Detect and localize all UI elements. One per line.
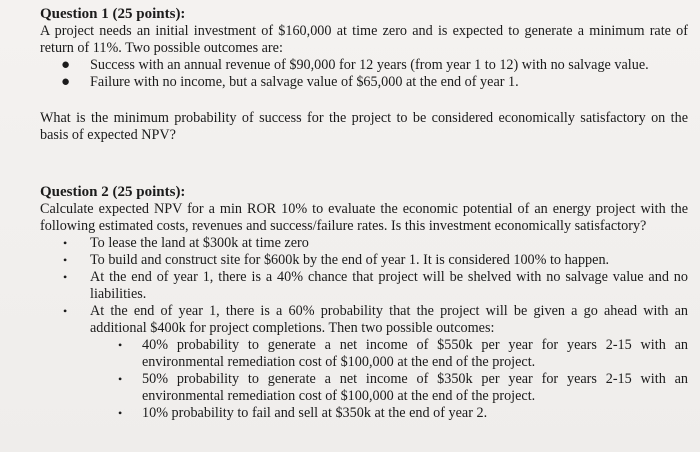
question-1-prompt: What is the minimum probability of success for the project to be considered economically satisfactory on the basis of expected NPV? <box>40 110 688 143</box>
question-2-title: Question 2 (25 points): <box>40 184 186 200</box>
list-item-text: 10% probability to fail and sell at $350k at the end of year 2. <box>142 405 488 421</box>
list-item-text: At the end of year 1, there is a 40% chance that project will be shelved with no salvage value and no liabilities. <box>90 269 688 302</box>
question-1-intro: A project needs an initial investment of $160,000 at time zero and is expected to generate a minimum rate of return of 11%. Two possible outcomes are: <box>40 23 688 56</box>
question-1-title: Question 1 (25 points): <box>40 6 186 22</box>
question-2-outcome-medium <box>40 371 688 405</box>
question-2-item-build <box>40 252 688 269</box>
bullet-icon: • <box>118 338 123 352</box>
bullet-icon: • <box>118 406 123 420</box>
bullet-icon: ● <box>61 74 71 90</box>
question-1-outcome-failure <box>40 74 688 91</box>
question-1-outcomes <box>40 57 688 91</box>
question-2-item-go-ahead <box>40 303 688 422</box>
bullet-icon: ● <box>61 57 71 73</box>
bullet-icon: • <box>63 304 68 318</box>
list-item-text: 50% probability to generate a net income of $350k per year for years 2-15 with an environmental remediation cost of $100,000 at the end of the project. <box>142 371 688 404</box>
question-2-outcome-fail <box>40 405 688 422</box>
bullet-icon: • <box>118 372 123 386</box>
bullet-icon: • <box>63 270 68 284</box>
question-2-outcomes <box>40 337 688 422</box>
question-1-outcome-success <box>40 57 688 74</box>
question-1 <box>40 6 688 144</box>
question-2-items <box>40 235 688 422</box>
question-2-outcome-high <box>40 337 688 371</box>
bullet-icon: • <box>63 236 68 250</box>
list-item-text: To lease the land at $300k at time zero <box>90 235 309 251</box>
question-2 <box>40 184 688 422</box>
bullet-icon: • <box>63 253 68 267</box>
list-item-text: 40% probability to generate a net income of $550k per year for years 2-15 with an environmental remediation cost of $100,000 at the end of the project. <box>142 337 688 370</box>
list-item-text: Success with an annual revenue of $90,000 for 12 years (from year 1 to 12) with no salvage value. <box>90 57 649 73</box>
question-2-item-lease <box>40 235 688 252</box>
question-2-intro: Calculate expected NPV for a min ROR 10% to evaluate the economic potential of an energy project with the following estimated costs, revenues and success/failure rates. Is this investment economically satisfactory? <box>40 201 688 234</box>
list-item-text: Failure with no income, but a salvage value of $65,000 at the end of year 1. <box>90 74 519 90</box>
list-item-text: To build and construct site for $600k by the end of year 1. It is considered 100% to happen. <box>90 252 610 268</box>
list-item-text: At the end of year 1, there is a 60% probability that the project will be given a go ahead with an additional $400k for project completions. Then two possible outcomes: <box>90 303 688 336</box>
question-2-item-shelved <box>40 269 688 303</box>
